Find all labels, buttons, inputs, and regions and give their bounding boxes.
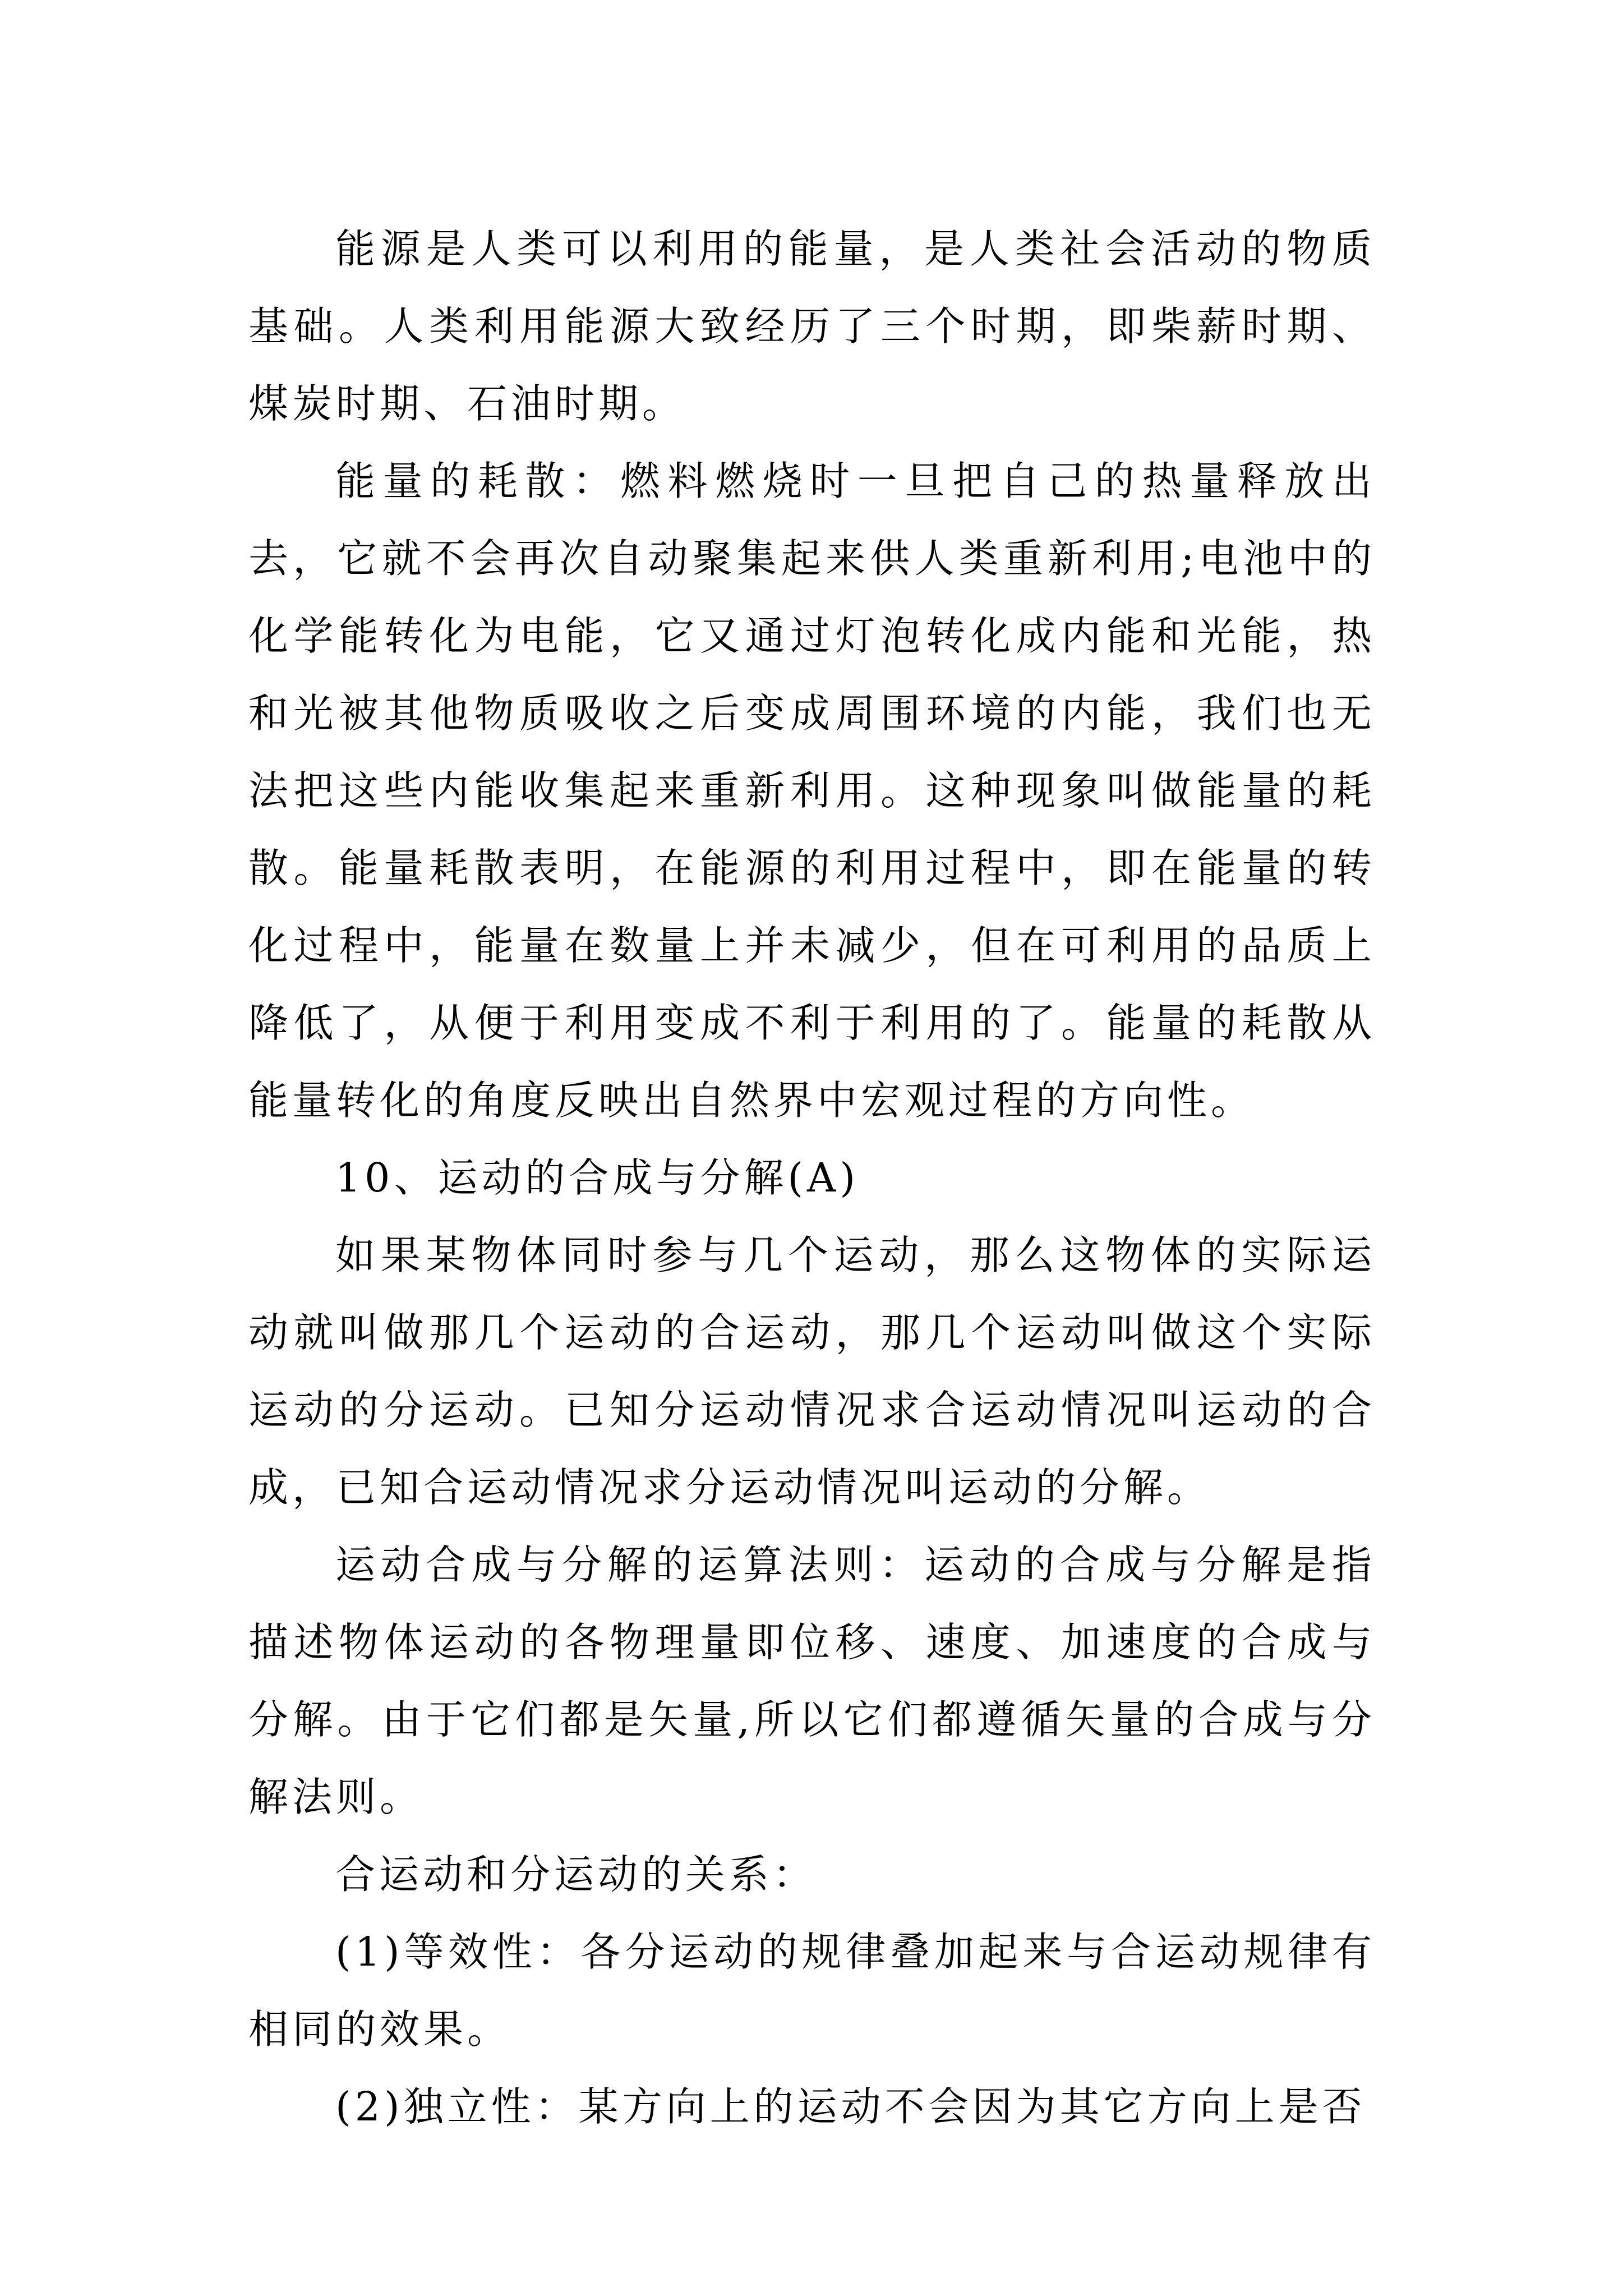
paragraph-independence: (2)独立性：某方向上的运动不会因为其它方向上是否: [335, 2083, 1366, 2130]
paragraph-composite-motion: 如果某物体同时参与几个运动，那么这物体的实际运动就叫做那几个运动的合运动，那几个运动叫做这个实际运动的分运动。已知分运动情况求合运动情况叫运动的合成，已知合运动情况求分运动情况叫运动的分解。: [248, 1232, 1376, 1511]
body-text: [248, 210, 1376, 2146]
paragraph-energy-dissipation: 能量的耗散：燃料燃烧时一旦把自己的热量释放出去，它就不会再次自动聚集起来供人类重新利用;电池中的化学能转化为电能，它又通过灯泡转化成内能和光能，热和光被其他物质吸收之后变成周围环境的内能，我们也无法把这些内能收集起来重新利用。这种现象叫做能量的耗散。能量耗散表明，在能源的利用过程中，即在能量的转化过程中，能量在数量上并未减少，但在可利用的品质上降低了，从便于利用变成不利于利用的了。能量的耗散从能量转化的角度反映出自然界中宏观过程的方向性。: [248, 458, 1376, 1124]
paragraph-relationship-heading: 合运动和分运动的关系：: [335, 1851, 817, 1898]
section-heading-motion-composition: 10、运动的合成与分解(A): [335, 1154, 860, 1201]
paragraph-energy-definition: 能源是人类可以利用的能量，是人类社会活动的物质基础。人类利用能源大致经历了三个时期，即柴薪时期、煤炭时期、石油时期。: [248, 226, 1376, 427]
paragraph-composition-rules: 运动合成与分解的运算法则：运动的合成与分解是指描述物体运动的各物理量即位移、速度、加速度的合成与分解。由于它们都是矢量,所以它们都遵循矢量的合成与分解法则。: [248, 1542, 1376, 1820]
paragraph-equivalence: (1)等效性：各分运动的规律叠加起来与合运动规律有相同的效果。: [248, 1929, 1376, 2053]
